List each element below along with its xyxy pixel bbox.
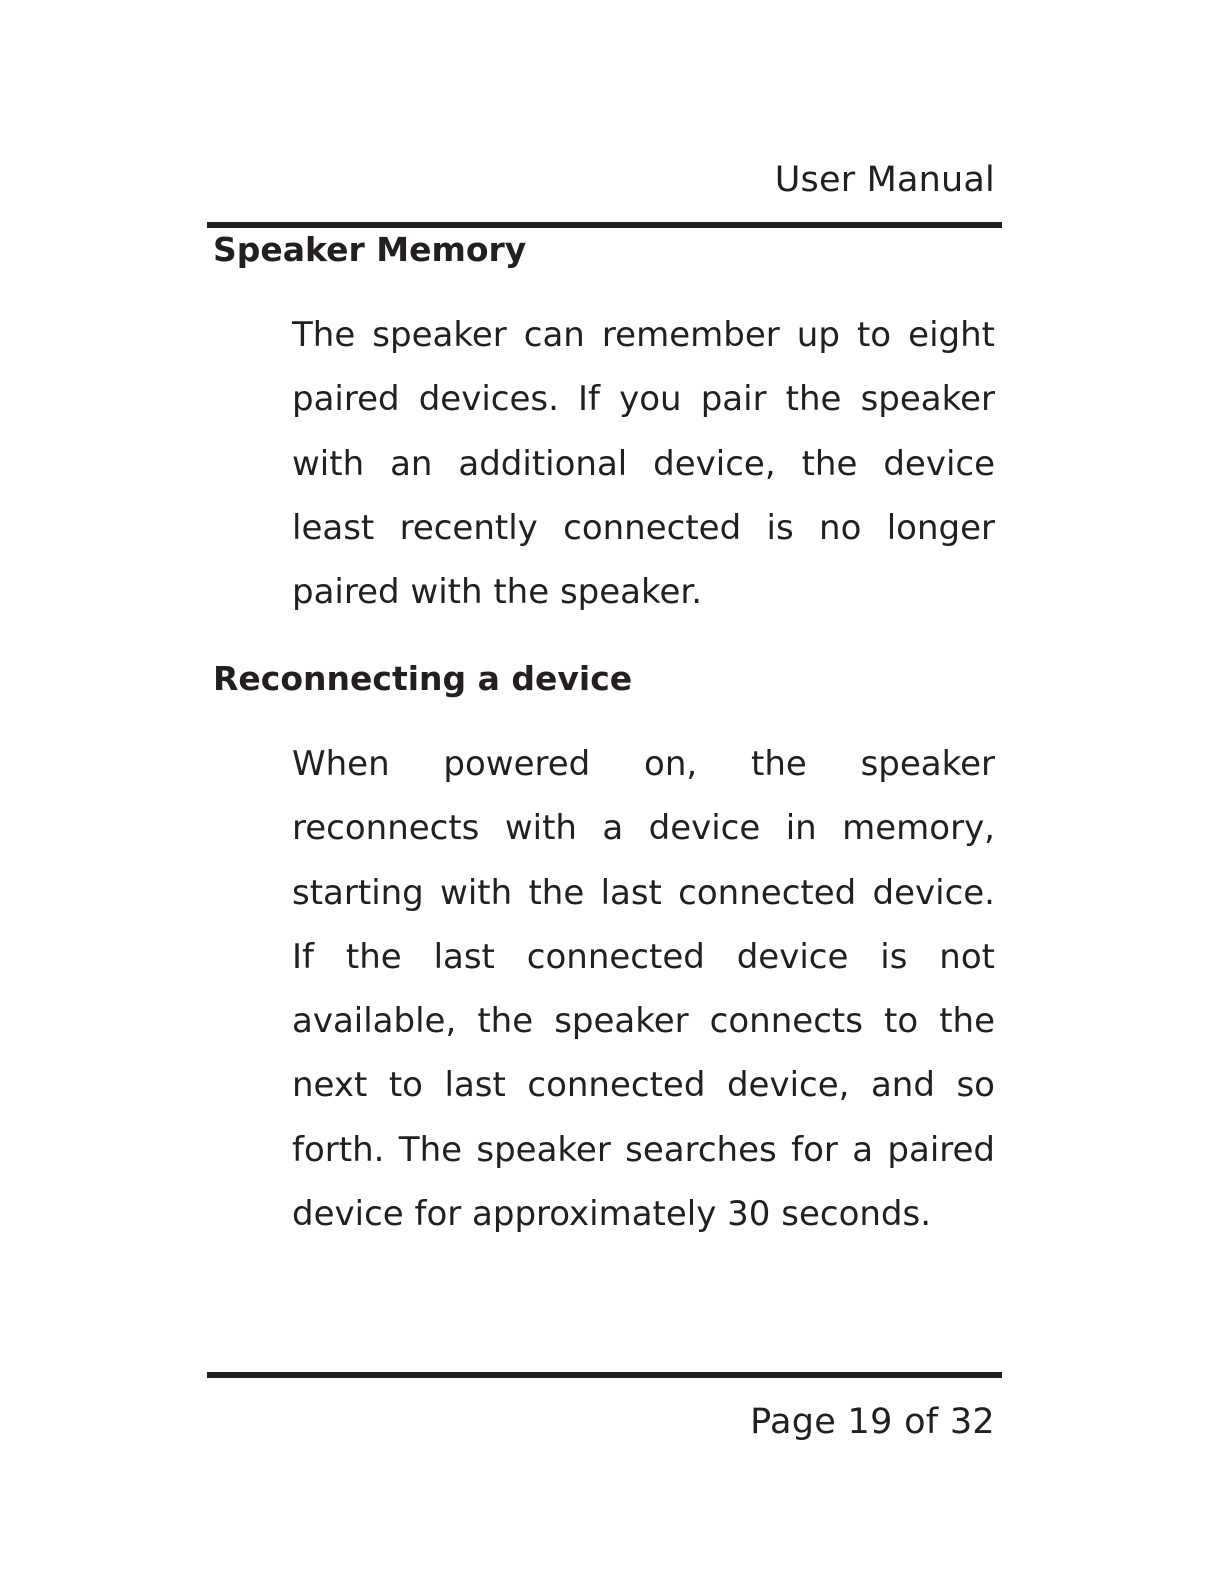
- page-number: Page 19 of 32: [750, 1402, 995, 1442]
- footer-divider: [207, 1372, 1002, 1378]
- section-heading-speaker-memory: Speaker Memory: [213, 230, 527, 269]
- section-body-speaker-memory: The speaker can remember up to eight paired devices. If you pair the speaker with an additional device, the device least recently connected is no longer paired with the speaker.: [292, 315, 995, 613]
- header-divider: [207, 222, 1002, 228]
- header-title: User Manual: [774, 160, 995, 200]
- section-heading-reconnecting: Reconnecting a device: [213, 659, 633, 698]
- section-body-reconnecting: When powered on, the speaker reconnects with a device in memory, starting with the last connected device. If the last connected device is not available, the speaker connects to the next to last connected device, and so forth. The speaker searches for a paired device for approximately 30 seconds.: [292, 744, 995, 1235]
